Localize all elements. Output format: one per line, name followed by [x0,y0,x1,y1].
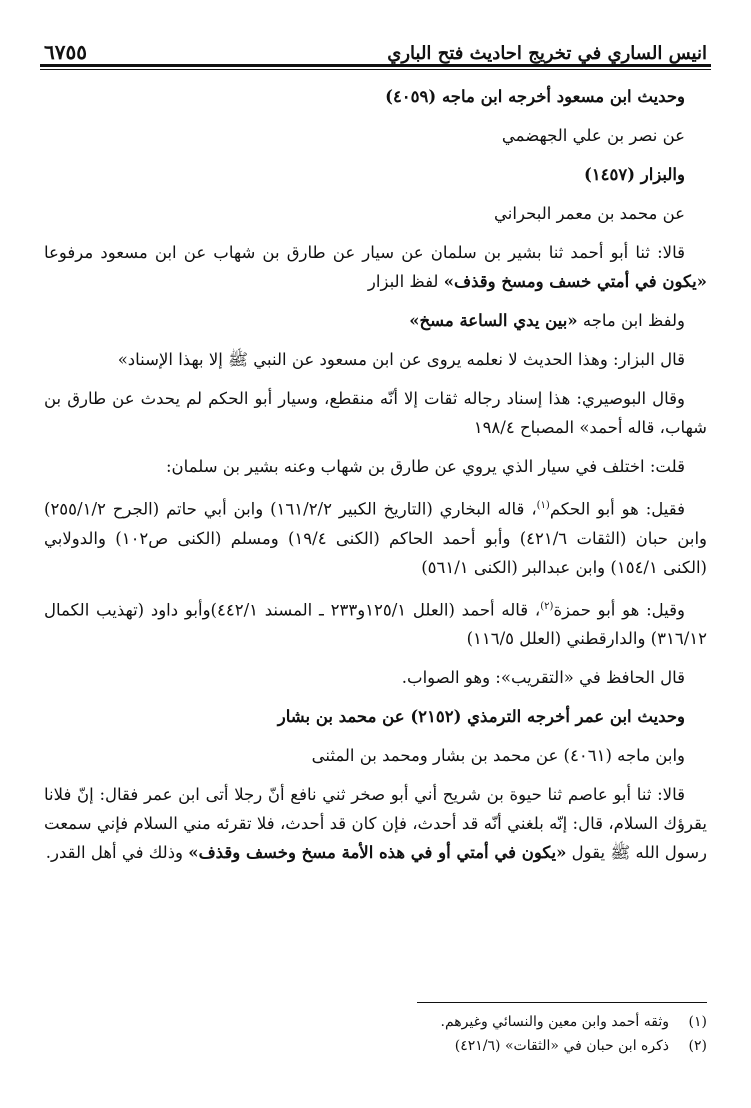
footnote-2 [44,1034,707,1058]
footnotes [44,1010,707,1058]
footnote-divider [417,1002,707,1003]
opinion-text: ، قاله أحمد (العلل ١٢٥/١و٢٣٣ ـ المسند ٤٤٢/١)وأبو داود (تهذيب الكمال ٣١٦/١٢) والدارقطني (العلل ١١٦/٥) [44,600,707,648]
isnad-text: وذلك في أهل القدر. [45,843,189,862]
running-header [44,30,707,64]
paragraph-busiri: وقال البوصيري: هذا إسناد رجاله ثقات إلا أنّه منقطع، وسيار أبو الحكم لم يحدث عن طارق بن شهاب، قاله أحمد» المصباح ١٩٨/٤ [44,389,707,437]
page-body [44,82,707,877]
paragraph-isnad-2 [44,780,707,867]
opinion-text: وقيل: هو أبو حمزة [553,600,685,619]
header-divider [40,64,711,67]
hadith-matn: «يكون في أمتي خسف ومسخ وقذف» [443,272,707,291]
footnote-1 [44,1010,707,1034]
hadith-heading: وحديث ابن عمر أخرجه الترمذي (٢١٥٢) عن محمد بن بشار [277,707,685,726]
isnad-text: قالا: ثنا أبو عاصم ثنا حيوة بن شريح أني أبو صخر ثني نافع أنّ رجلا أتى ابن عمر فقال: إنّ فلانا يقرؤك السلام، قال: إنّه بلغني أنّه قد أحدث، فإن كان قد أحدث، فلا تقرئه مني السلام فإني سمعت رسول الله ﷺ يقول [44,785,707,862]
wording-label: ولفظ ابن ماجه [577,311,685,330]
footnote-text: ذكره ابن حبان في «الثقات» (٤٢١/٦) [454,1038,669,1054]
paragraph-abu-hamza [44,592,707,654]
paragraph-ibn-majah-wording [44,306,707,335]
isnad-text: لفظ البزار [367,272,444,291]
footnote-ref[interactable]: (١) [536,500,550,511]
paragraph-isnad-1 [44,238,707,296]
paragraph-narrator: عن نصر بن علي الجهضمي [501,126,685,145]
paragraph-narrator-2: عن محمد بن معمر البحراني [494,204,685,223]
page-number: ٦٧٥٥ [44,40,87,64]
bazzar-ref: والبزار (١٤٥٧) [583,165,685,184]
book-title: انيس الساري في تخريج احاديث فتح الباري [387,43,707,64]
opinion-text: ، قاله البخاري (التاريخ الكبير ١٦١/٢/٢) وابن أبي حاتم (الجرح ٢٥٥/١/٢) وابن حبان (الثقات ٤٢١/٦) وأبو أحمد الحاكم (الكنى ١٩/٤) ومسلم (الكنى ص١٠٢) والدولابي (الكنى ١٥٤/١) وابن عبدالبر (الكنى ٥٦١/١) [44,499,707,577]
paragraph-bazzar-comment: قال البزار: وهذا الحديث لا نعلمه يروى عن ابن مسعود عن النبي ﷺ إلا بهذا الإسناد» [117,350,685,369]
footnote-ref[interactable]: (٢) [540,600,554,612]
paragraph-qultu: قلت: اختلف في سيار الذي يروي عن طارق بن شهاب وعنه بشير بن سلمان: [165,457,685,476]
paragraph-taqrib: قال الحافظ في «التقريب»: وهو الصواب. [401,668,685,687]
hadith-matn: «يكون في أمتي أو في هذه الأمة مسخ وخسف وقذف» [188,843,567,862]
isnad-text: قالا: ثنا أبو أحمد ثنا بشير بن سلمان عن سيار عن طارق بن شهاب عن ابن مسعود مرفوعا [44,243,685,262]
hadith-matn: «بين يدي الساعة مسخ» [409,311,578,330]
footnote-text: وثقه أحمد وابن معين والنسائي وغيرهم. [440,1014,669,1030]
opinion-text: فقيل: هو أبو الحكم [549,499,685,519]
paragraph-ibn-umar-hadith [44,702,707,731]
footnote-number: (١) [688,1014,707,1030]
paragraph-ibn-majah-ref: وابن ماجه (٤٠٦١) عن محمد بن بشار ومحمد بن المثنى [311,746,685,765]
paragraph-ibn-masud-hadith [44,82,707,111]
paragraph-bazzar [44,160,707,189]
footnote-number: (٢) [688,1038,707,1054]
hadith-heading: وحديث ابن مسعود أخرجه ابن ماجه (٤٠٥٩) [385,87,685,106]
paragraph-abu-alhakam [44,491,707,582]
